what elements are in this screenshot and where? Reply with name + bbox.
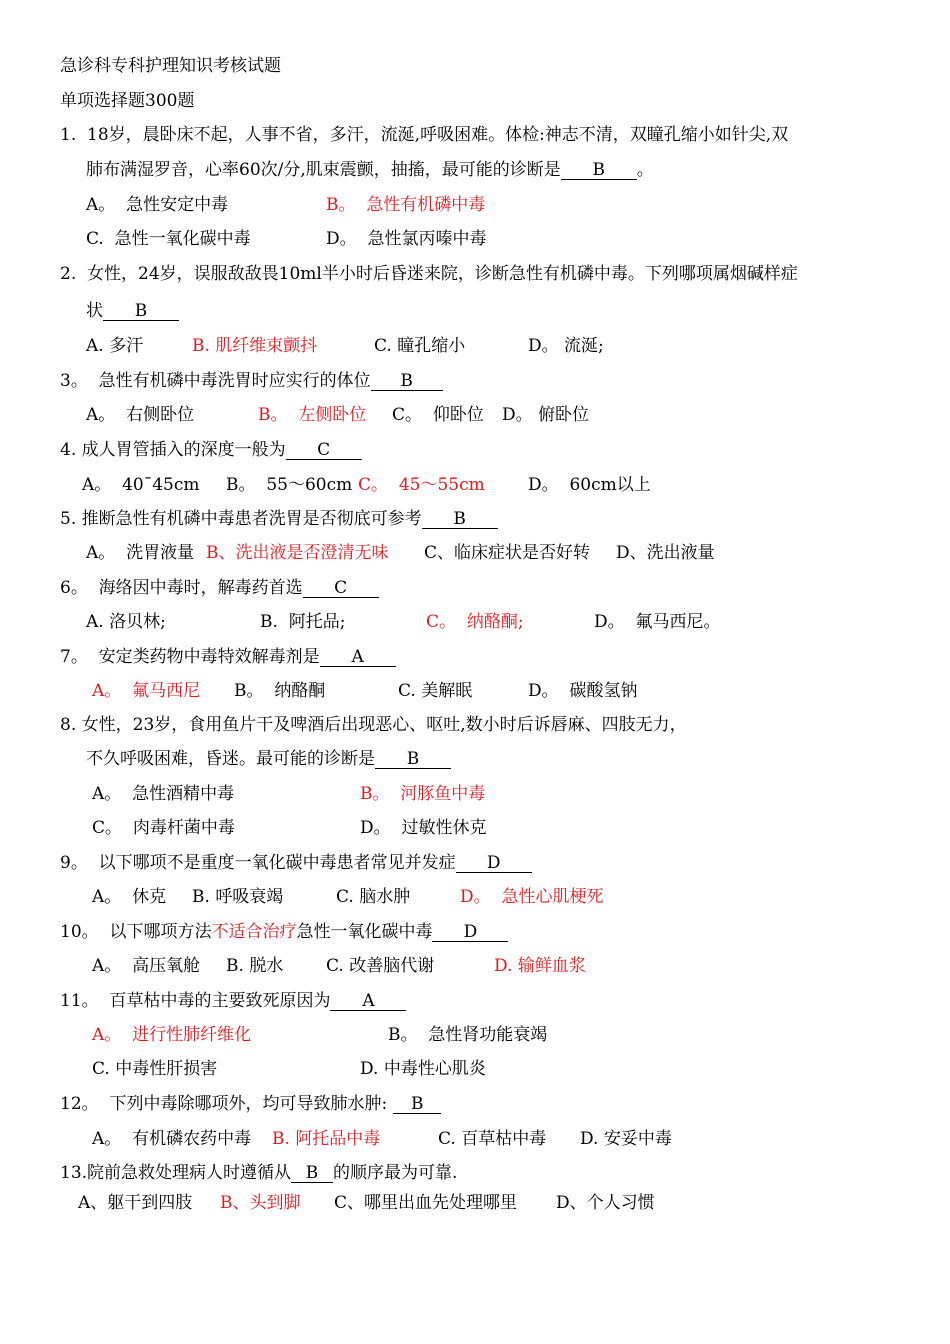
question-6-stem: 6。 海络因中毒时，解毒药首选 C [60,577,379,599]
question-3-option-b: B。 左侧卧位 [258,405,367,425]
question-10-option-d: D. 输鲜血浆 [494,956,586,976]
question-3-option-d: D。 俯卧位 [502,405,590,425]
question-2-option-c: C. 瞳孔缩小 [374,336,466,356]
question-11-option-b: B。 急性肾功能衰竭 [388,1025,548,1045]
answer-blank: A [320,648,396,667]
question-5-option-b: B、洗出液是否澄清无味 [206,543,389,563]
question-7-option-a: A。 氟马西尼 [92,681,201,701]
question-9-option-a: A。 休克 [92,887,167,907]
question-13-option-c: C、哪里出血先处理哪里 [334,1193,518,1213]
answer-blank: B [103,302,179,321]
section-heading: 单项选择题300题 [60,91,195,111]
question-13-option-d: D、个人习惯 [556,1193,655,1213]
question-13-stem: 13.院前急救处理病人时遵循从 B 的顺序最为可靠. [60,1163,458,1183]
question-2-stem-line-1: 2. 女性，24岁，误服敌敌畏10ml半小时后昏迷来院，诊断急性有机磷中毒。下列哪项属烟碱样症 [60,264,798,284]
question-5-option-c: C、临床症状是否好转 [424,543,591,563]
answer-blank: B [291,1164,333,1183]
question-9-option-b: B. 呼吸衰竭 [192,887,284,907]
question-1-option-d: D。 急性氯丙嗪中毒 [326,229,487,249]
question-4-option-c: C。 45～55cm [358,475,485,495]
answer-blank: B [561,161,637,180]
question-11-option-a: A。 进行性肺纤维化 [92,1025,252,1045]
question-7-stem: 7。 安定类药物中毒特效解毒剂是 A [60,646,396,668]
question-4-option-d: D。 60cm以上 [528,475,651,495]
question-12-stem: 12。 下列中毒除哪项外，均可导致肺水肿: B [60,1093,441,1115]
question-6-option-c: C。 纳酪酮; [426,612,524,632]
question-4-option-a: A。 40¯45cm [82,475,200,495]
question-10-stem: 10。 以下哪项方法不适合治疗急性一氧化碳中毒 D [60,921,508,943]
question-2-option-b: B. 肌纤维束颤抖 [192,336,318,356]
question-8-stem-line-2: 不久呼吸困难，昏迷。最可能的诊断是 B [86,748,451,770]
question-1-option-c: C. 急性一氧化碳中毒 [86,229,251,249]
question-3-option-a: A。 右侧卧位 [86,405,195,425]
question-8-option-a: A。 急性酒精中毒 [92,784,235,804]
document-title: 急诊科专科护理知识考核试题 [60,56,281,76]
question-8-stem-line-1: 8. 女性，23岁，食用鱼片干及啤酒后出现恶心、呕吐,数小时后诉唇麻、四肢无力， [60,715,687,735]
question-1-option-b: B。 急性有机磷中毒 [326,195,486,215]
question-5-option-d: D、洗出液量 [616,543,715,563]
answer-blank: B [422,510,498,529]
question-12-option-a: A。 有机磷农药中毒 [92,1129,252,1149]
question-10-option-a: A。 高压氧舱 [92,956,201,976]
question-8-option-d: D。 过敏性休克 [360,818,487,838]
answer-blank: A [330,992,406,1011]
answer-blank: B [375,750,451,769]
question-10-option-c: C. 改善脑代谢 [326,956,435,976]
question-2-option-d: D。 流涎; [528,336,604,356]
question-10-option-b: B. 脱水 [226,956,284,976]
question-12-option-d: D. 安妥中毒 [580,1129,672,1149]
answer-blank: C [286,441,362,460]
question-6-option-d: D。 氟马西尼。 [594,612,721,632]
question-5-option-a: A。 洗胃液量 [86,543,195,563]
question-4-option-b: B。 55～60cm [226,475,353,495]
question-12-option-b: B. 阿托品中毒 [272,1129,381,1149]
question-1-stem-line-2: 肺布满湿罗音，心率60次/分,肌束震颤，抽搐，最可能的诊断是 B 。 [86,160,654,180]
question-6-option-a: A. 洛贝林; [86,612,166,632]
question-7-option-b: B。 纳酪酮 [234,681,326,701]
answer-blank: C [303,579,379,598]
question-11-option-c: C. 中毒性肝损害 [92,1059,218,1079]
question-3-option-c: C。 仰卧位 [392,405,484,425]
question-13-option-a: A、躯干到四肢 [78,1193,193,1213]
question-2-option-a: A. 多汗 [86,336,144,356]
question-13-option-b: B、头到脚 [220,1193,301,1213]
question-5-stem: 5. 推断急性有机磷中毒患者洗胃是否彻底可参考 B [60,508,498,530]
question-12-option-c: C. 百草枯中毒 [438,1129,547,1149]
question-9-stem: 9。 以下哪项不是重度一氧化碳中毒患者常见并发症 D [60,852,532,874]
question-2-stem-line-2: 状 B [86,300,179,322]
question-6-option-b: B. 阿托品; [260,612,346,632]
answer-blank: D [432,923,508,942]
question-8-option-b: B。 河豚鱼中毒 [360,784,486,804]
question-11-option-d: D. 中毒性心肌炎 [360,1059,486,1079]
question-9-option-c: C. 脑水肿 [336,887,411,907]
answer-blank: B [371,372,443,391]
answer-blank: B [393,1095,441,1114]
question-7-option-d: D。 碳酸氢钠 [528,681,638,701]
question-1-stem-line-1: 1. 18岁，晨卧床不起，人事不省，多汗，流涎,呼吸困难。体检:神志不清，双瞳孔缩小如针尖,双 [60,125,789,145]
question-7-option-c: C. 美解眠 [398,681,473,701]
question-9-option-d: D。 急性心肌梗死 [460,887,604,907]
question-3-stem: 3。 急性有机磷中毒洗胃时应实行的体位 B [60,370,443,392]
question-4-stem: 4. 成人胃管插入的深度一般为 C [60,439,362,461]
answer-blank: D [456,854,532,873]
question-8-option-c: C。 肉毒杆菌中毒 [92,818,235,838]
question-1-option-a: A。 急性安定中毒 [86,195,229,215]
question-11-stem: 11。 百草枯中毒的主要致死原因为 A [60,990,406,1012]
